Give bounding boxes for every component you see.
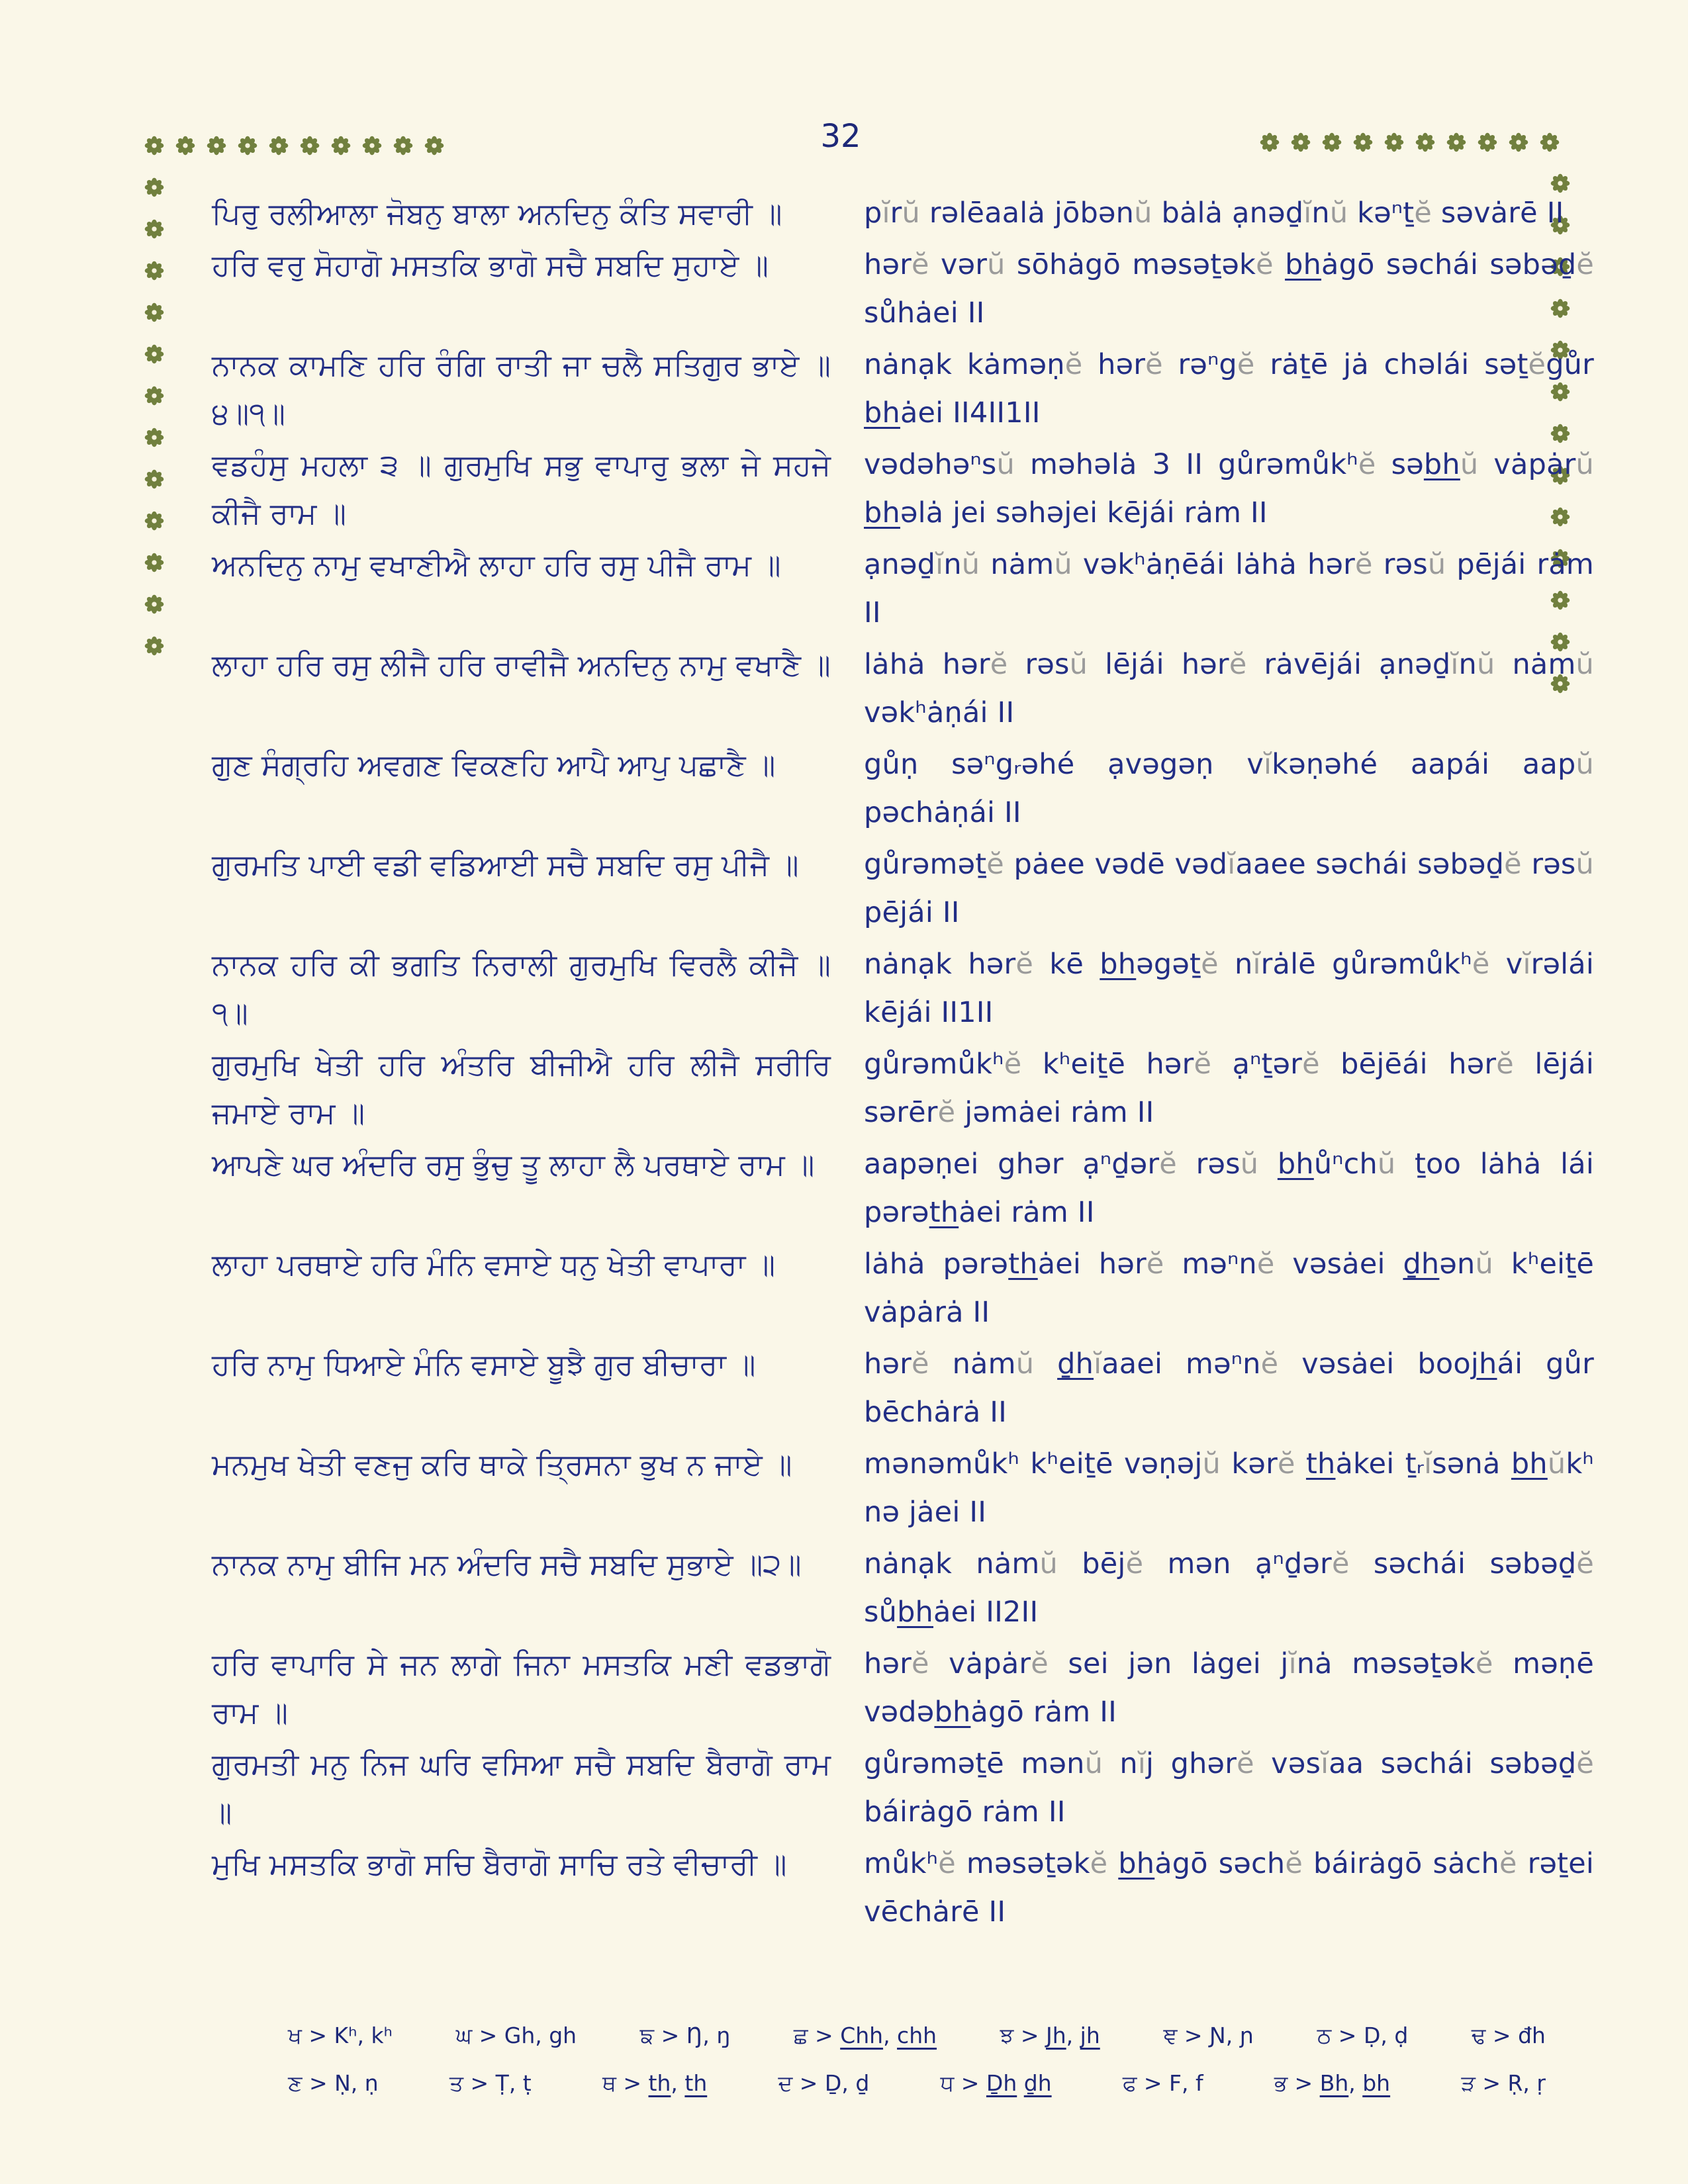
silent-vowel: ĭ bbox=[1288, 1647, 1297, 1680]
flower-icon bbox=[1353, 132, 1373, 152]
silent-vowel: ĕ bbox=[1504, 848, 1522, 881]
silent-vowel: ĕ bbox=[912, 1347, 929, 1381]
legend-item: ਧ > Ḏh ḏh bbox=[940, 2070, 1052, 2096]
silent-vowel: ŭ bbox=[1240, 1148, 1259, 1181]
gurmukhi-text: ਨਾਨਕ ਕਾਮਣਿ ਹਰਿ ਰੰਗਿ ਰਾਤੀ ਜਾ ਚਲੈ ਸਤਿਗੁਰ ਭਾਏ ॥੪॥੧॥ bbox=[212, 347, 831, 431]
silent-vowel: ĕ bbox=[1414, 197, 1432, 230]
silent-vowel: ĕ bbox=[1302, 1048, 1320, 1081]
left-flower-border bbox=[144, 177, 164, 656]
silent-vowel: ŭ bbox=[902, 197, 920, 230]
transliteration-text: nȧnạk hərĕ kē bhəgəṯĕ nĭrȧlē gůrəmůkʰĕ vĭrəlái kējái II1II bbox=[864, 948, 1594, 1029]
flower-icon bbox=[1291, 132, 1311, 152]
verse-row bbox=[212, 341, 1594, 437]
gurmukhi-text: ਨਾਨਕ ਨਾਮੁ ਬੀਜਿ ਮਨ ਅੰਦਰਿ ਸਚੈ ਸਬਦਿ ਸੁਭਾਏ ॥੨॥ bbox=[212, 1547, 802, 1582]
silent-vowel: ŭ bbox=[1475, 1248, 1493, 1281]
legend-row bbox=[288, 2012, 1546, 2060]
silent-vowel: ĕ bbox=[1229, 648, 1247, 681]
silent-vowel: ĕ bbox=[1256, 248, 1274, 281]
verse-row bbox=[212, 541, 1594, 637]
legend-item: ਫ > F, f bbox=[1122, 2070, 1203, 2096]
legend-item: ਣ > Ṇ, ṇ bbox=[288, 2070, 379, 2096]
page-number: 32 bbox=[820, 118, 861, 155]
silent-vowel: ŭ bbox=[996, 448, 1015, 481]
verse-row bbox=[212, 1640, 1594, 1737]
flower-icon bbox=[1446, 132, 1466, 152]
gurmukhi-text: ਮਨਮੁਖ ਖੇਤੀ ਵਣਜੁ ਕਰਿ ਥਾਕੇ ਤ੍ਰਿਸਨਾ ਭੁਖ ਨ ਜਾਏ ॥ bbox=[212, 1447, 792, 1482]
silent-vowel: ĕ bbox=[1576, 1547, 1595, 1580]
pronunciation-legend bbox=[288, 2012, 1546, 2107]
verse-row bbox=[212, 741, 1594, 837]
silent-vowel: ĕ bbox=[1472, 948, 1490, 981]
transliteration-text: hərĕ vȧpȧrĕ sei jən lȧgei jĭnȧ məsəṯəkĕ məṇē vədəbhȧgō rȧm II bbox=[864, 1647, 1595, 1729]
silent-vowel: ĭ bbox=[935, 548, 944, 581]
verse-row bbox=[212, 1240, 1594, 1337]
flower-icon bbox=[1540, 132, 1560, 152]
silent-vowel: ĕ bbox=[1528, 348, 1546, 381]
legend-item: ਘ > Gh, gh bbox=[455, 2023, 577, 2048]
transliteration-text: hərĕ nȧmŭ ḏhĭaaei məⁿnĕ vəsȧei boojhái gůr bēchȧrȧ II bbox=[864, 1347, 1594, 1429]
silent-vowel: ĕ bbox=[937, 1096, 956, 1129]
transliteration-text: hərĕ vərŭ sōhȧgō məsəṯəkĕ bhȧgō səchái səbəḏĕ sůhȧei II bbox=[864, 248, 1594, 330]
verse-row bbox=[212, 1540, 1594, 1637]
flower-icon bbox=[331, 136, 351, 156]
legend-item: ਠ > Ḍ, ḍ bbox=[1317, 2023, 1409, 2048]
top-left-flower-border bbox=[144, 136, 444, 156]
legend-item: ਭ > Bh, bh bbox=[1274, 2070, 1391, 2096]
verse-row bbox=[212, 841, 1594, 937]
flower-icon bbox=[269, 136, 289, 156]
silent-vowel: ĕ bbox=[938, 1847, 956, 1880]
silent-vowel: ĕ bbox=[1145, 348, 1163, 381]
silent-vowel: ĕ bbox=[986, 848, 1004, 881]
legend-item: ਙ > Ŋ, ŋ bbox=[639, 2023, 731, 2048]
flower-icon bbox=[144, 261, 164, 281]
verse-row bbox=[212, 241, 1594, 338]
transliteration-text: lȧhȧ hərĕ rəsŭ lējái hərĕ rȧvējái ạnəḏĭnŭ nȧmŭ vəkʰȧṇái II bbox=[864, 648, 1594, 729]
transliteration-text: nȧnạk kȧməṇĕ hərĕ rəⁿgĕ rȧṯē jȧ chəlái səṯĕgůr bhȧei II4II1II bbox=[864, 348, 1595, 430]
silent-vowel: ŭ bbox=[1084, 1747, 1103, 1780]
silent-vowel: ŭ bbox=[1547, 1447, 1566, 1480]
flower-icon bbox=[144, 428, 164, 447]
transliteration-text: gůrəməṯē mənŭ nĭj ghərĕ vəsĭaa səchái səbəḏĕ báirȧgō rȧm II bbox=[864, 1747, 1594, 1829]
legend-item: ਢ > đh bbox=[1471, 2023, 1546, 2048]
silent-vowel: ĕ bbox=[1576, 248, 1594, 281]
transliteration-text: gůṇ səⁿgᵣəhé ạvəgəṇ vĭkəṇəhé aapái aapŭ pəchȧṇái II bbox=[864, 748, 1594, 829]
silent-vowel: ĕ bbox=[1194, 1048, 1212, 1081]
silent-vowel: ŭ bbox=[1575, 848, 1594, 881]
silent-vowel: ĭ bbox=[1094, 1347, 1102, 1381]
flower-icon bbox=[144, 219, 164, 239]
silent-vowel: ĕ bbox=[1358, 448, 1376, 481]
silent-vowel: ĕ bbox=[1355, 548, 1373, 581]
silent-vowel: ĕ bbox=[1090, 1847, 1108, 1880]
legend-item: ੜ > Ṛ, ṛ bbox=[1461, 2070, 1546, 2096]
silent-vowel: ŭ bbox=[1039, 1547, 1058, 1580]
flower-icon bbox=[393, 136, 413, 156]
gurmukhi-text: ਅਨਦਿਨੁ ਨਾਮੁ ਵਖਾਣੀਐ ਲਾਹਾ ਹਰਿ ਰਸੁ ਪੀਜੈ ਰਾਮ ॥ bbox=[212, 547, 781, 582]
gurmukhi-text: ਪਿਰੁ ਰਲੀਆਲਾ ਜੋਬਨੁ ਬਾਲਾ ਅਨਦਿਨੁ ਕੰਤਿ ਸਵਾਰੀ ॥ bbox=[212, 196, 782, 231]
silent-vowel: ŭ bbox=[1575, 648, 1594, 681]
silent-vowel: ŭ bbox=[1575, 448, 1594, 481]
silent-vowel: ŭ bbox=[1377, 1148, 1396, 1181]
silent-vowel: ĕ bbox=[1237, 348, 1255, 381]
silent-vowel: ĕ bbox=[1331, 1547, 1350, 1580]
gurmukhi-text: ਵਡਹੰਸੁ ਮਹਲਾ ੩ ॥ ਗੁਰਮੁਖਿ ਸਭੁ ਵਾਪਾਰੁ ਭਲਾ ਜੇ ਸਹਜੇ ਕੀਜੈ ਰਾਮ ॥ bbox=[212, 447, 831, 531]
silent-vowel: ĕ bbox=[1004, 1048, 1022, 1081]
verse-row bbox=[212, 189, 1594, 238]
flower-icon bbox=[300, 136, 320, 156]
silent-vowel: ĭ bbox=[882, 197, 890, 230]
legend-item: ਥ > th, th bbox=[602, 2070, 708, 2096]
silent-vowel: ŭ bbox=[1054, 548, 1072, 581]
flower-icon bbox=[1260, 132, 1280, 152]
silent-vowel: ŭ bbox=[1575, 748, 1594, 781]
silent-vowel: ĕ bbox=[1201, 948, 1219, 981]
transliteration-text: aapəṇei ghər ạⁿḏərĕ rəsŭ bhůⁿchŭ ṯoo lȧhȧ lái pərəthȧei rȧm II bbox=[864, 1148, 1594, 1229]
silent-vowel: ĭ bbox=[1227, 848, 1236, 881]
silent-vowel: ŭ bbox=[1202, 1447, 1221, 1480]
transliteration-text: vədəhəⁿsŭ məhəlȧ 3 II gůrəmůkʰĕ səbhŭ vȧpȧrŭ bhəlȧ jei səhəjei kējái rȧm II bbox=[864, 448, 1594, 529]
transliteration-text: pĭrŭ rəlēaalȧ jōbənŭ bȧlȧ ạnəḏĭnŭ kəⁿṯĕ səvȧrē II bbox=[864, 197, 1564, 230]
silent-vowel: ĕ bbox=[1476, 1647, 1493, 1680]
verse-row bbox=[212, 1140, 1594, 1237]
gurmukhi-text: ਗੁਰਮਤਿ ਪਾਈ ਵਡੀ ਵਡਿਆਈ ਸਚੈ ਸਬਦਿ ਰਸੁ ਪੀਜੈ ॥ bbox=[212, 847, 799, 882]
gurmukhi-text: ਲਾਹਾ ਪਰਥਾਏ ਹਰਿ ਮੰਨਿ ਵਸਾਏ ਧਨੁ ਖੇਤੀ ਵਾਪਾਰਾ ॥ bbox=[212, 1247, 776, 1282]
silent-vowel: ĭ bbox=[1137, 1747, 1147, 1780]
silent-vowel: ĕ bbox=[1159, 1148, 1177, 1181]
gurmukhi-text: ਲਾਹਾ ਹਰਿ ਰਸੁ ਲੀਜੈ ਹਰਿ ਰਾਵੀਜੈ ਅਨਦਿਨੁ ਨਾਮੁ ਵਖਾਣੈ ॥ bbox=[212, 647, 831, 682]
silent-vowel: ĕ bbox=[1496, 1048, 1514, 1081]
transliteration-text: nȧnạk nȧmŭ bējĕ mən ạⁿḏərĕ səchái səbəḏĕ sůbhȧei II2II bbox=[864, 1547, 1595, 1629]
flower-icon bbox=[238, 136, 258, 156]
silent-vowel: ĕ bbox=[1146, 1248, 1164, 1281]
verse-row bbox=[212, 1740, 1594, 1837]
flower-icon bbox=[207, 136, 226, 156]
flower-icon bbox=[362, 136, 382, 156]
silent-vowel: ĕ bbox=[1031, 1647, 1049, 1680]
transliteration-text: gůrəmůkʰĕ kʰeiṯē hərĕ ạⁿṯərĕ bējēái hərĕ lējái sərērĕ jəmȧei rȧm II bbox=[864, 1048, 1594, 1129]
flower-icon bbox=[144, 136, 164, 156]
transliteration-text: lȧhȧ pərəthȧei hərĕ məⁿnĕ vəsȧei ḏhənŭ kʰeiṯē vȧpȧrȧ II bbox=[864, 1248, 1594, 1329]
legend-item: ਝ > Jh, jh bbox=[1000, 2023, 1100, 2048]
flower-icon bbox=[144, 636, 164, 656]
silent-vowel: ŭ bbox=[1476, 648, 1495, 681]
silent-vowel: ŭ bbox=[1134, 197, 1152, 230]
silent-vowel: ŭ bbox=[1427, 548, 1446, 581]
silent-vowel: ŭ bbox=[1329, 197, 1348, 230]
gurmukhi-text: ਮੁਖਿ ਮਸਤਕਿ ਭਾਗੋ ਸਚਿ ਬੈਰਾਗੋ ਸਾਚਿ ਰਤੇ ਵੀਚਾਰੀ ॥ bbox=[212, 1846, 787, 1882]
flower-icon bbox=[1415, 132, 1435, 152]
gurmukhi-text: ਆਪਣੇ ਘਰ ਅੰਦਰਿ ਰਸੁ ਭੁੰਚੁ ਤੂ ਲਾਹਾ ਲੈ ਪਰਥਾਏ ਰਾਮ ॥ bbox=[212, 1147, 815, 1182]
silent-vowel: ĭ bbox=[1523, 948, 1531, 981]
verse-row bbox=[212, 940, 1594, 1037]
silent-vowel: ĕ bbox=[912, 248, 929, 281]
silent-vowel: ĕ bbox=[1285, 1847, 1303, 1880]
flower-icon bbox=[424, 136, 444, 156]
gurmukhi-text: ਗੁਣ ਸੰਗ੍ਰਹਿ ਅਵਗਣ ਵਿਕਣਹਿ ਆਪੈ ਆਪੁ ਪਛਾਣੈ ॥ bbox=[212, 747, 776, 782]
scripture-columns bbox=[212, 189, 1594, 1940]
silent-vowel: ĕ bbox=[1260, 1347, 1279, 1381]
flower-icon bbox=[144, 386, 164, 406]
silent-vowel: ĕ bbox=[1125, 1547, 1144, 1580]
silent-vowel: ĭ bbox=[1450, 648, 1459, 681]
top-right-flower-border bbox=[1260, 132, 1560, 152]
silent-vowel: ĕ bbox=[990, 648, 1008, 681]
flower-icon bbox=[144, 344, 164, 364]
flower-icon bbox=[1384, 132, 1404, 152]
silent-vowel: ŭ bbox=[1069, 648, 1088, 681]
flower-icon bbox=[144, 594, 164, 614]
flower-icon bbox=[144, 553, 164, 572]
transliteration-text: můkʰĕ məsəṯəkĕ bhȧgō səchĕ báirȧgō sȧchĕ rəṯei vēchȧrē II bbox=[864, 1847, 1594, 1929]
verse-row bbox=[212, 441, 1594, 537]
verse-row bbox=[212, 1440, 1594, 1537]
silent-vowel: ĭ bbox=[1424, 1447, 1432, 1480]
gurmukhi-text: ਹਰਿ ਵਰੁ ਸੋਹਾਗੋ ਮਸਤਕਿ ਭਾਗੋ ਸਚੈ ਸਬਦਿ ਸੁਹਾਏ ॥ bbox=[212, 248, 769, 283]
silent-vowel: ĕ bbox=[1015, 948, 1034, 981]
gurmukhi-text: ਗੁਰਮੁਖਿ ਖੇਤੀ ਹਰਿ ਅੰਤਰਿ ਬੀਜੀਐ ਹਰਿ ਲੀਜੈ ਸਰੀਰਿ ਜਮਾਏ ਰਾਮ ॥ bbox=[212, 1047, 831, 1130]
gurmukhi-text: ਹਰਿ ਨਾਮੁ ਧਿਆਏ ਮੰਨਿ ਵਸਾਏ ਬੂਝੈ ਗੁਰ ਬੀਚਾਰਾ ॥ bbox=[212, 1347, 756, 1382]
flower-icon bbox=[144, 302, 164, 322]
silent-vowel: ŭ bbox=[961, 548, 980, 581]
transliteration-text: gůrəməṯĕ pȧee vədē vədĭaaee səchái səbəḏĕ rəsŭ pējái II bbox=[864, 848, 1594, 929]
silent-vowel: ĭ bbox=[1321, 1747, 1329, 1780]
legend-item: ਛ > Chh, chh bbox=[793, 2023, 937, 2048]
verse-row bbox=[212, 1840, 1594, 1936]
gurmukhi-text: ਗੁਰਮਤੀ ਮਨੁ ਨਿਜ ਘਰਿ ਵਸਿਆ ਸਚੈ ਸਬਦਿ ਬੈਰਾਗੋ ਰਾਮ ॥ bbox=[212, 1747, 831, 1830]
flower-icon bbox=[1509, 132, 1528, 152]
silent-vowel: ĕ bbox=[1064, 348, 1083, 381]
transliteration-text: mənəmůkʰ kʰeiṯē vəṇəjŭ kərĕ thȧkei ṯᵣĭsənȧ bhŭkʰ nə jȧei II bbox=[864, 1447, 1594, 1529]
silent-vowel: ĭ bbox=[1252, 948, 1261, 981]
silent-vowel: ŭ bbox=[987, 248, 1006, 281]
flower-icon bbox=[144, 177, 164, 197]
silent-vowel: ĕ bbox=[1277, 1447, 1295, 1480]
legend-item: ਦ > Ḏ, ḏ bbox=[778, 2070, 870, 2096]
legend-row bbox=[288, 2060, 1546, 2107]
verse-row bbox=[212, 641, 1594, 737]
silent-vowel: ŭ bbox=[1460, 448, 1479, 481]
silent-vowel: ĕ bbox=[1256, 1248, 1275, 1281]
gurmukhi-text: ਨਾਨਕ ਹਰਿ ਕੀ ਭਗਤਿ ਨਿਰਾਲੀ ਗੁਰਮੁਖਿ ਵਿਰਲੈ ਕੀਜੈ ॥੧॥ bbox=[212, 947, 831, 1030]
legend-item: ਞ > Ɲ, ɲ bbox=[1163, 2023, 1254, 2048]
gurmukhi-text: ਹਰਿ ਵਾਪਾਰਿ ਸੇ ਜਨ ਲਾਗੇ ਜਿਨਾ ਮਸਤਕਿ ਮਣੀ ਵਡਭਾਗੋ ਰਾਮ ॥ bbox=[212, 1647, 831, 1730]
silent-vowel: ĭ bbox=[1263, 748, 1272, 781]
transliteration-text: ạnəḏĭnŭ nȧmŭ vəkʰȧṇēái lȧhȧ hərĕ rəsŭ pējái rȧm II bbox=[864, 548, 1594, 629]
silent-vowel: ŭ bbox=[1015, 1347, 1035, 1381]
verse-row bbox=[212, 1040, 1594, 1137]
flower-icon bbox=[1477, 132, 1497, 152]
flower-icon bbox=[1322, 132, 1342, 152]
silent-vowel: ĕ bbox=[1237, 1747, 1254, 1780]
silent-vowel: ĕ bbox=[1576, 1747, 1594, 1780]
flower-icon bbox=[144, 511, 164, 531]
silent-vowel: ĕ bbox=[912, 1647, 929, 1680]
legend-item: ਖ > Kʰ, kʰ bbox=[288, 2023, 393, 2048]
silent-vowel: ĕ bbox=[1499, 1847, 1517, 1880]
flower-icon bbox=[175, 136, 195, 156]
flower-icon bbox=[144, 469, 164, 489]
verse-row bbox=[212, 1340, 1594, 1437]
silent-vowel: ĭ bbox=[1303, 197, 1312, 230]
legend-item: ਤ > Ṭ, ṭ bbox=[449, 2070, 532, 2096]
